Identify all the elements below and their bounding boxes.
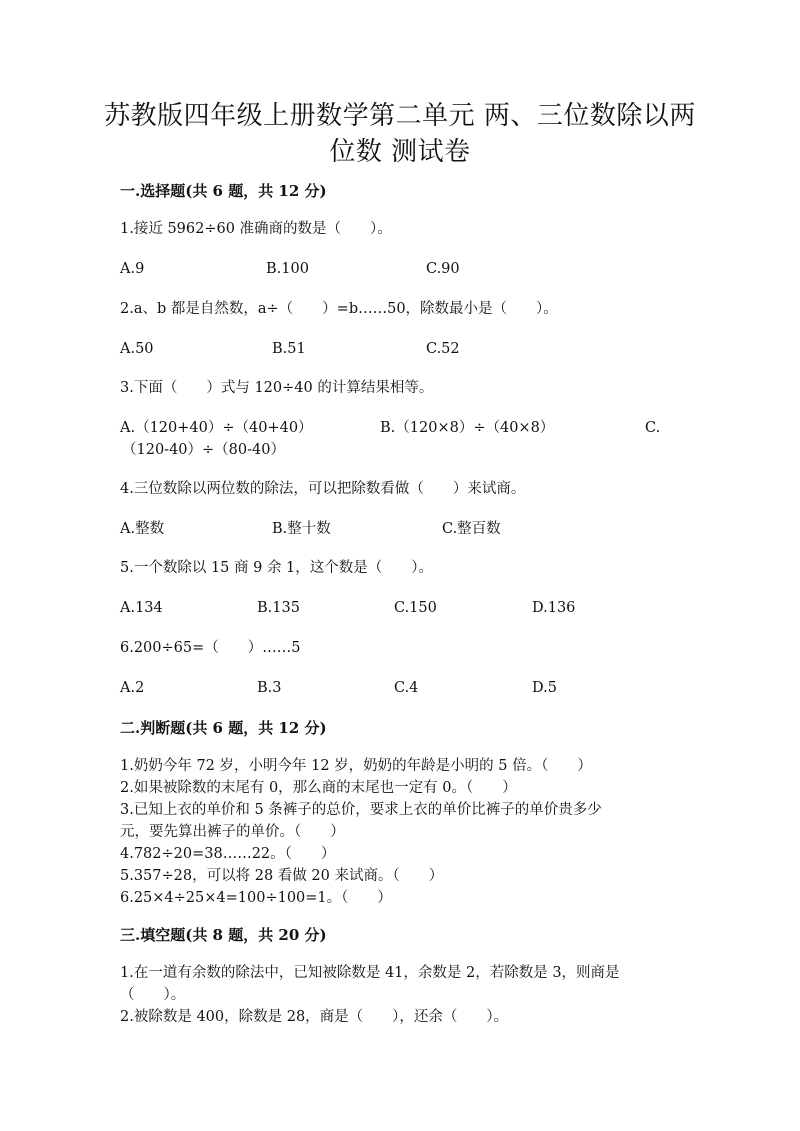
judge-line-5: 5.357÷28，可以将 28 看做 20 来试商。（ ） xyxy=(120,868,444,884)
title-line-2: 位数 测试卷 xyxy=(329,137,471,167)
option-1-3-c-text: （120-40）÷（80-40） xyxy=(122,442,285,458)
option-1-3-a: A.（120+40）÷（40+40） xyxy=(120,420,313,436)
judge-line-3: 3.已知上衣的单价和 5 条裤子的总价，要求上衣的单价比裤子的单价贵多少 xyxy=(120,802,602,818)
option-1-2-a: A.50 xyxy=(120,341,154,357)
option-1-5-c: C.150 xyxy=(394,600,437,616)
question-1-6: 6.200÷65=（ ）……5 xyxy=(120,640,301,656)
question-1-5: 5.一个数除以 15 商 9 余 1，这个数是（ ）。 xyxy=(120,560,434,576)
option-1-2-b: B.51 xyxy=(272,341,306,357)
option-1-5-a: A.134 xyxy=(120,600,163,616)
option-1-1-c: C.90 xyxy=(426,261,460,277)
option-1-4-c: C.整百数 xyxy=(442,521,501,537)
option-1-4-b: B.整十数 xyxy=(272,521,331,537)
section-heading-choice: 一.选择题(共 6 题，共 12 分) xyxy=(120,182,327,200)
section-heading-fill-blank: 三.填空题(共 8 题，共 20 分) xyxy=(120,926,327,944)
option-1-6-b: B.3 xyxy=(257,680,282,696)
option-1-5-b: B.135 xyxy=(257,600,300,616)
judge-line-3-cont: 元，要先算出裤子的单价。（ ） xyxy=(120,824,345,840)
section-heading-judgement: 二.判断题(共 6 题，共 12 分) xyxy=(120,719,327,737)
question-1-4: 4.三位数除以两位数的除法，可以把除数看做（ ）来试商。 xyxy=(120,481,526,497)
page-title xyxy=(0,98,800,170)
fill-line-1: 1.在一道有余数的除法中，已知被除数是 41，余数是 2，若除数是 3，则商是 xyxy=(120,965,620,981)
fill-line-1-cont: （ ）。 xyxy=(120,987,186,1003)
option-1-2-c: C.52 xyxy=(426,341,460,357)
option-1-6-c: C.4 xyxy=(394,680,419,696)
title-line-1: 苏教版四年级上册数学第二单元 两、三位数除以两 xyxy=(104,101,696,131)
option-1-3-b: B.（120×8）÷（40×8） xyxy=(380,420,555,436)
option-1-1-b: B.100 xyxy=(266,261,309,277)
question-1-2: 2.a、b 都是自然数，a÷（ ）=b……50，除数最小是（ ）。 xyxy=(120,301,558,317)
option-1-6-a: A.2 xyxy=(120,680,145,696)
fill-line-2: 2.被除数是 400，除数是 28，商是（ ），还余（ ）。 xyxy=(120,1009,509,1025)
option-1-6-d: D.5 xyxy=(532,680,557,696)
option-1-1-a: A.9 xyxy=(120,261,145,277)
judge-line-4: 4.782÷20=38……22。（ ） xyxy=(120,846,336,862)
question-1-1: 1.接近 5962÷60 准确商的数是（ ）。 xyxy=(120,221,392,237)
option-1-3-c-label: C. xyxy=(645,420,661,436)
question-1-3: 3.下面（ ）式与 120÷40 的计算结果相等。 xyxy=(120,380,434,396)
option-1-4-a: A.整数 xyxy=(120,521,165,537)
judge-line-2: 2.如果被除数的末尾有 0，那么商的末尾也一定有 0。（ ） xyxy=(120,780,517,796)
judge-line-1: 1.奶奶今年 72 岁，小明今年 12 岁，奶奶的年龄是小明的 5 倍。（ ） xyxy=(120,758,592,774)
option-1-5-d: D.136 xyxy=(532,600,576,616)
judge-line-6: 6.25×4÷25×4=100÷100=1。（ ） xyxy=(120,890,392,906)
